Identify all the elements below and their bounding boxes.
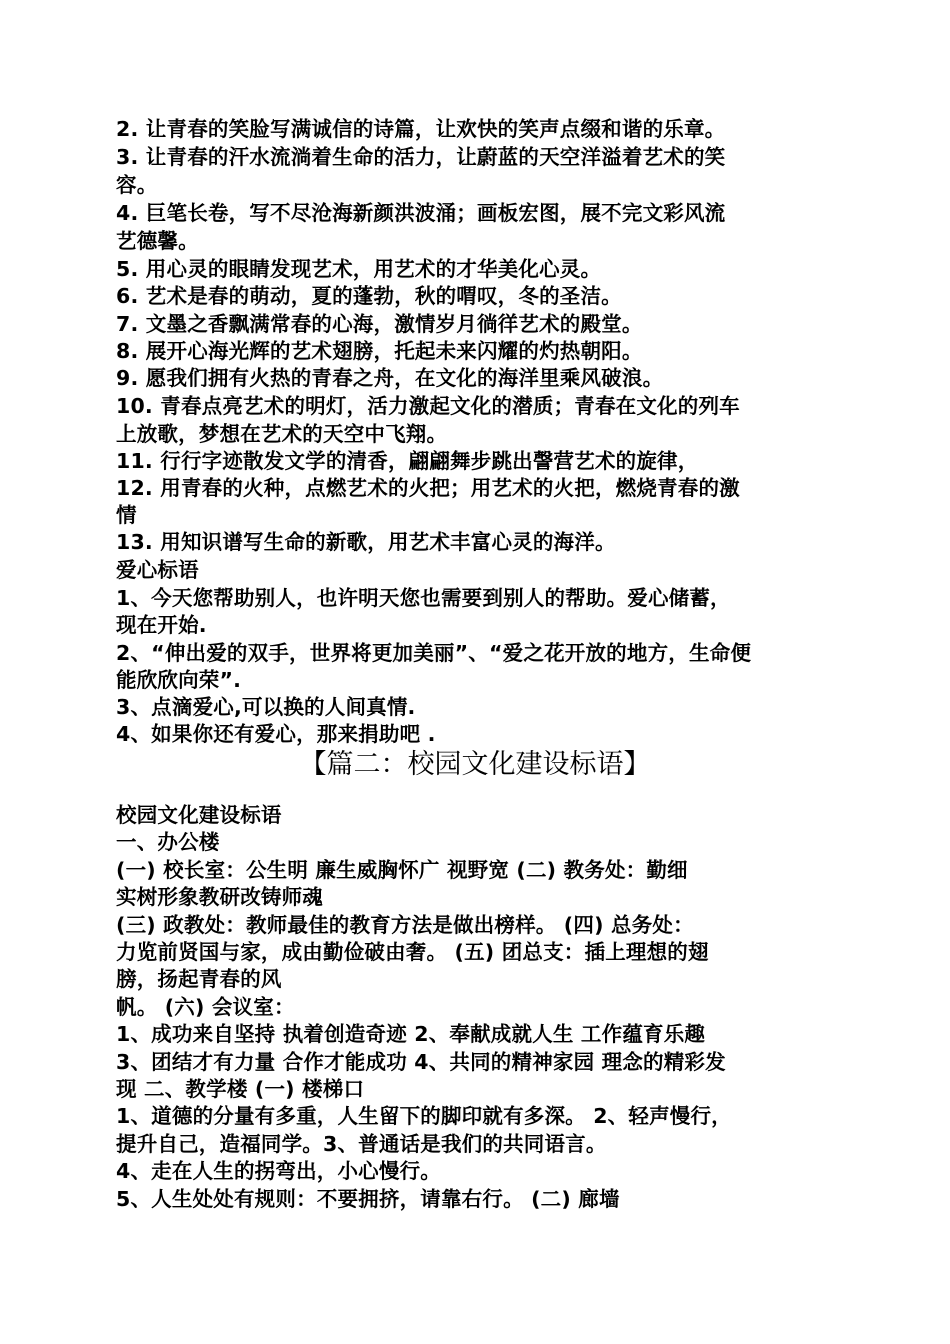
text-line: 能欣欣向荣”. (116, 668, 242, 692)
text-line: 上放歌，梦想在艺术的天空中飞翔。 (116, 422, 448, 446)
text-line: 帆。 (六) 会议室： (116, 995, 295, 1019)
section-heading: 【篇二：校园文化建设标语】 (299, 749, 651, 780)
text-line: 情 (116, 503, 137, 527)
text-line: 1、道德的分量有多重，人生留下的脚印就有多深。 2、轻声慢行， (116, 1104, 732, 1128)
text-line: 膀，扬起青春的风 (116, 967, 282, 991)
text-line: 力览前贤国与家，成由勤俭破由奢。 (五) 团总支：插上理想的翅 (116, 940, 709, 964)
text-line: 4. 巨笔长卷，写不尽沧海新颜洪波涌；画板宏图，展不完文彩风流 (116, 201, 726, 225)
text-line: (一) 校长室：公生明 廉生威胸怀广 视野宽 (二) 教务处：勤细 (116, 858, 688, 882)
text-line: 2、“伸出爱的双手，世界将更加美丽”、“爱之花开放的地方，生命便 (116, 641, 752, 665)
text-line: 1、成功来自坚持 执着创造奇迹 2、奉献成就人生 工作蕴育乐趣 (116, 1022, 706, 1046)
text-line: 6. 艺术是春的萌动，夏的蓬勃，秋的喟叹，冬的圣洁。 (116, 284, 622, 308)
text-line: 5、人生处处有规则：不要拥挤，请靠右行。 (二) 廊墙 (116, 1187, 620, 1211)
text-line: 3、团结才有力量 合作才能成功 4、共同的精神家园 理念的精彩发 (116, 1050, 726, 1074)
text-line: 一、办公楼 (116, 830, 220, 854)
text-line: 3、点滴爱心,可以换的人间真情. (116, 695, 416, 719)
text-line: 提升自己，造福同学。3、普通话是我们的共同语言。 (116, 1132, 607, 1156)
text-line: 8. 展开心海光辉的艺术翅膀，托起未来闪耀的灼热朝阳。 (116, 339, 643, 363)
text-line: 9. 愿我们拥有火热的青春之舟，在文化的海洋里乘风破浪。 (116, 366, 664, 390)
text-line: 现 二、教学楼 (一) 楼梯口 (116, 1077, 365, 1101)
text-line: 4、如果你还有爱心，那来捐助吧 . (116, 722, 436, 746)
text-line: 容。 (116, 173, 158, 197)
text-line: 2. 让青春的笑脸写满诚信的诗篇，让欢快的笑声点缀和谐的乐章。 (116, 117, 726, 141)
text-line: 校园文化建设标语 (116, 803, 282, 827)
text-line: 7. 文墨之香飘满常春的心海，激情岁月徜徉艺术的殿堂。 (116, 312, 643, 336)
text-line: (三) 政教处：教师最佳的教育方法是做出榜样。 (四) 总务处： (116, 913, 694, 937)
text-line: 现在开始. (116, 613, 207, 637)
text-line: 13. 用知识谱写生命的新歌，用艺术丰富心灵的海洋。 (116, 530, 616, 554)
text-line: 12. 用青春的火种，点燃艺术的火把；用艺术的火把，燃烧青春的激 (116, 476, 740, 500)
text-line: 5. 用心灵的眼睛发现艺术，用艺术的才华美化心灵。 (116, 257, 602, 281)
text-line: 1、今天您帮助别人，也许明天您也需要到别人的帮助。爱心储蓄， (116, 586, 731, 610)
text-line: 11. 行行字迹散发文学的清香，翩翩舞步跳出謦营艺术的旋律， (116, 449, 699, 473)
text-line: 10. 青春点亮艺术的明灯，活力激起文化的潜质；青春在文化的列车 (116, 394, 740, 418)
text-line: 4、走在人生的拐弯出，小心慢行。 (116, 1159, 441, 1183)
text-line: 爱心标语 (116, 558, 199, 582)
text-line: 艺德馨。 (116, 229, 199, 253)
text-line: 3. 让青春的汗水流淌着生命的活力，让蔚蓝的天空洋溢着艺术的笑 (116, 145, 726, 169)
text-line: 实树形象教研改铸师魂 (116, 885, 323, 909)
